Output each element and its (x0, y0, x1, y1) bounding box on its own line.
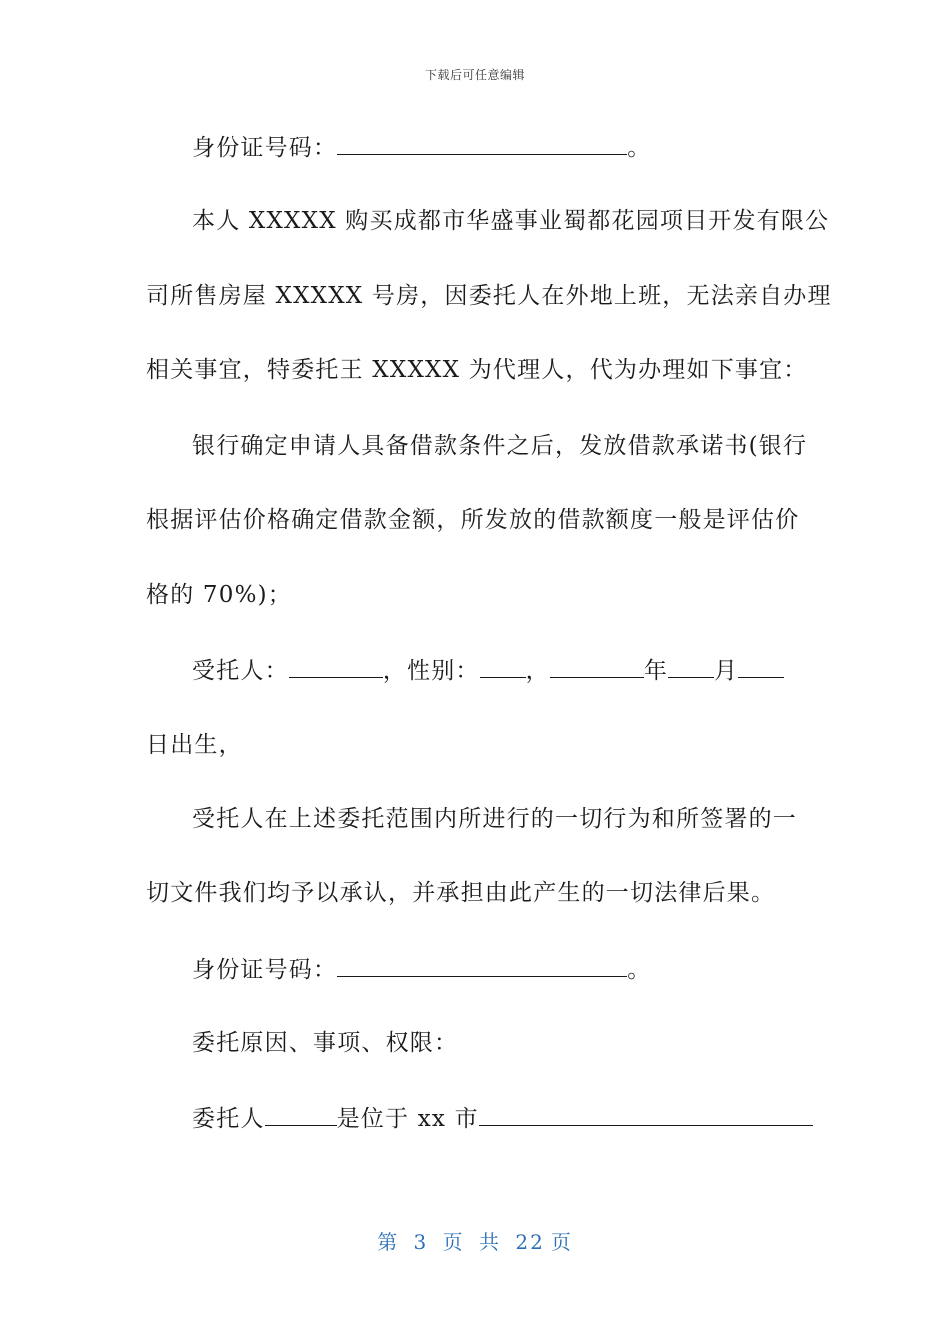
year-label: 年 (643, 658, 669, 684)
month-blank (668, 655, 714, 678)
year-blank (550, 655, 644, 678)
id-number-line-1 (192, 132, 806, 163)
footer-total-pages: 22 (515, 1230, 545, 1254)
month-label: 月 (714, 658, 739, 684)
id-number-label: 身份证号码： (192, 135, 338, 161)
trustee-info-line (192, 655, 806, 686)
gender-blank (480, 655, 526, 678)
section-heading: 委托原因、事项、权限： (192, 1030, 459, 1056)
period: 。 (627, 957, 652, 983)
footer-gong: 共 (479, 1230, 501, 1254)
location-text: 是位于 xx 市 (336, 1106, 479, 1132)
page-footer (0, 1226, 950, 1255)
paragraph-line: 受托人在上述委托范围内所进行的一切行为和所签署的一 (192, 806, 797, 832)
paragraph-line: 司所售房屋 XXXXX 号房，因委托人在外地上班，无法亲自办理 (146, 283, 832, 309)
id-number-label: 身份证号码： (192, 957, 338, 983)
principal-blank (265, 1103, 337, 1126)
paragraph-line: 根据评估价格确定借款金额，所发放的借款额度一般是评估价 (146, 507, 800, 533)
paragraph-line: 本人 XXXXX 购买成都市华盛事业蜀都花园项目开发有限公 (192, 208, 830, 234)
principal-label: 委托人 (192, 1106, 265, 1132)
id-number-blank (337, 132, 627, 155)
day-blank (738, 655, 784, 678)
paragraph-line: 格的 70%)； (146, 582, 293, 608)
footer-ye: 页 (442, 1230, 465, 1254)
period: 。 (627, 135, 652, 161)
footer-di: 第 (377, 1230, 400, 1254)
trustee-label: 受托人： (192, 658, 289, 684)
principal-line (192, 1103, 806, 1134)
gender-label: ，性别： (382, 658, 480, 684)
comma: ， (525, 658, 550, 684)
footer-page-number: 3 (413, 1230, 429, 1254)
paragraph-line: 相关事宜，特委托王 XXXXX 为代理人，代为办理如下事宜： (146, 357, 808, 383)
paragraph-line: 切文件我们均予以承认，并承担由此产生的一切法律后果。 (146, 880, 776, 906)
footer-ye2: 页 (550, 1230, 573, 1254)
id-number-line-2 (192, 954, 806, 985)
trustee-name-blank (289, 655, 383, 678)
location-blank (479, 1103, 813, 1126)
id-number-blank (337, 954, 627, 977)
paragraph-line: 银行确定申请人具备借款条件之后，发放借款承诺书(银行 (192, 433, 808, 459)
header-note: 下载后可任意编辑 (424, 68, 525, 82)
paragraph-line: 日出生， (146, 732, 243, 758)
